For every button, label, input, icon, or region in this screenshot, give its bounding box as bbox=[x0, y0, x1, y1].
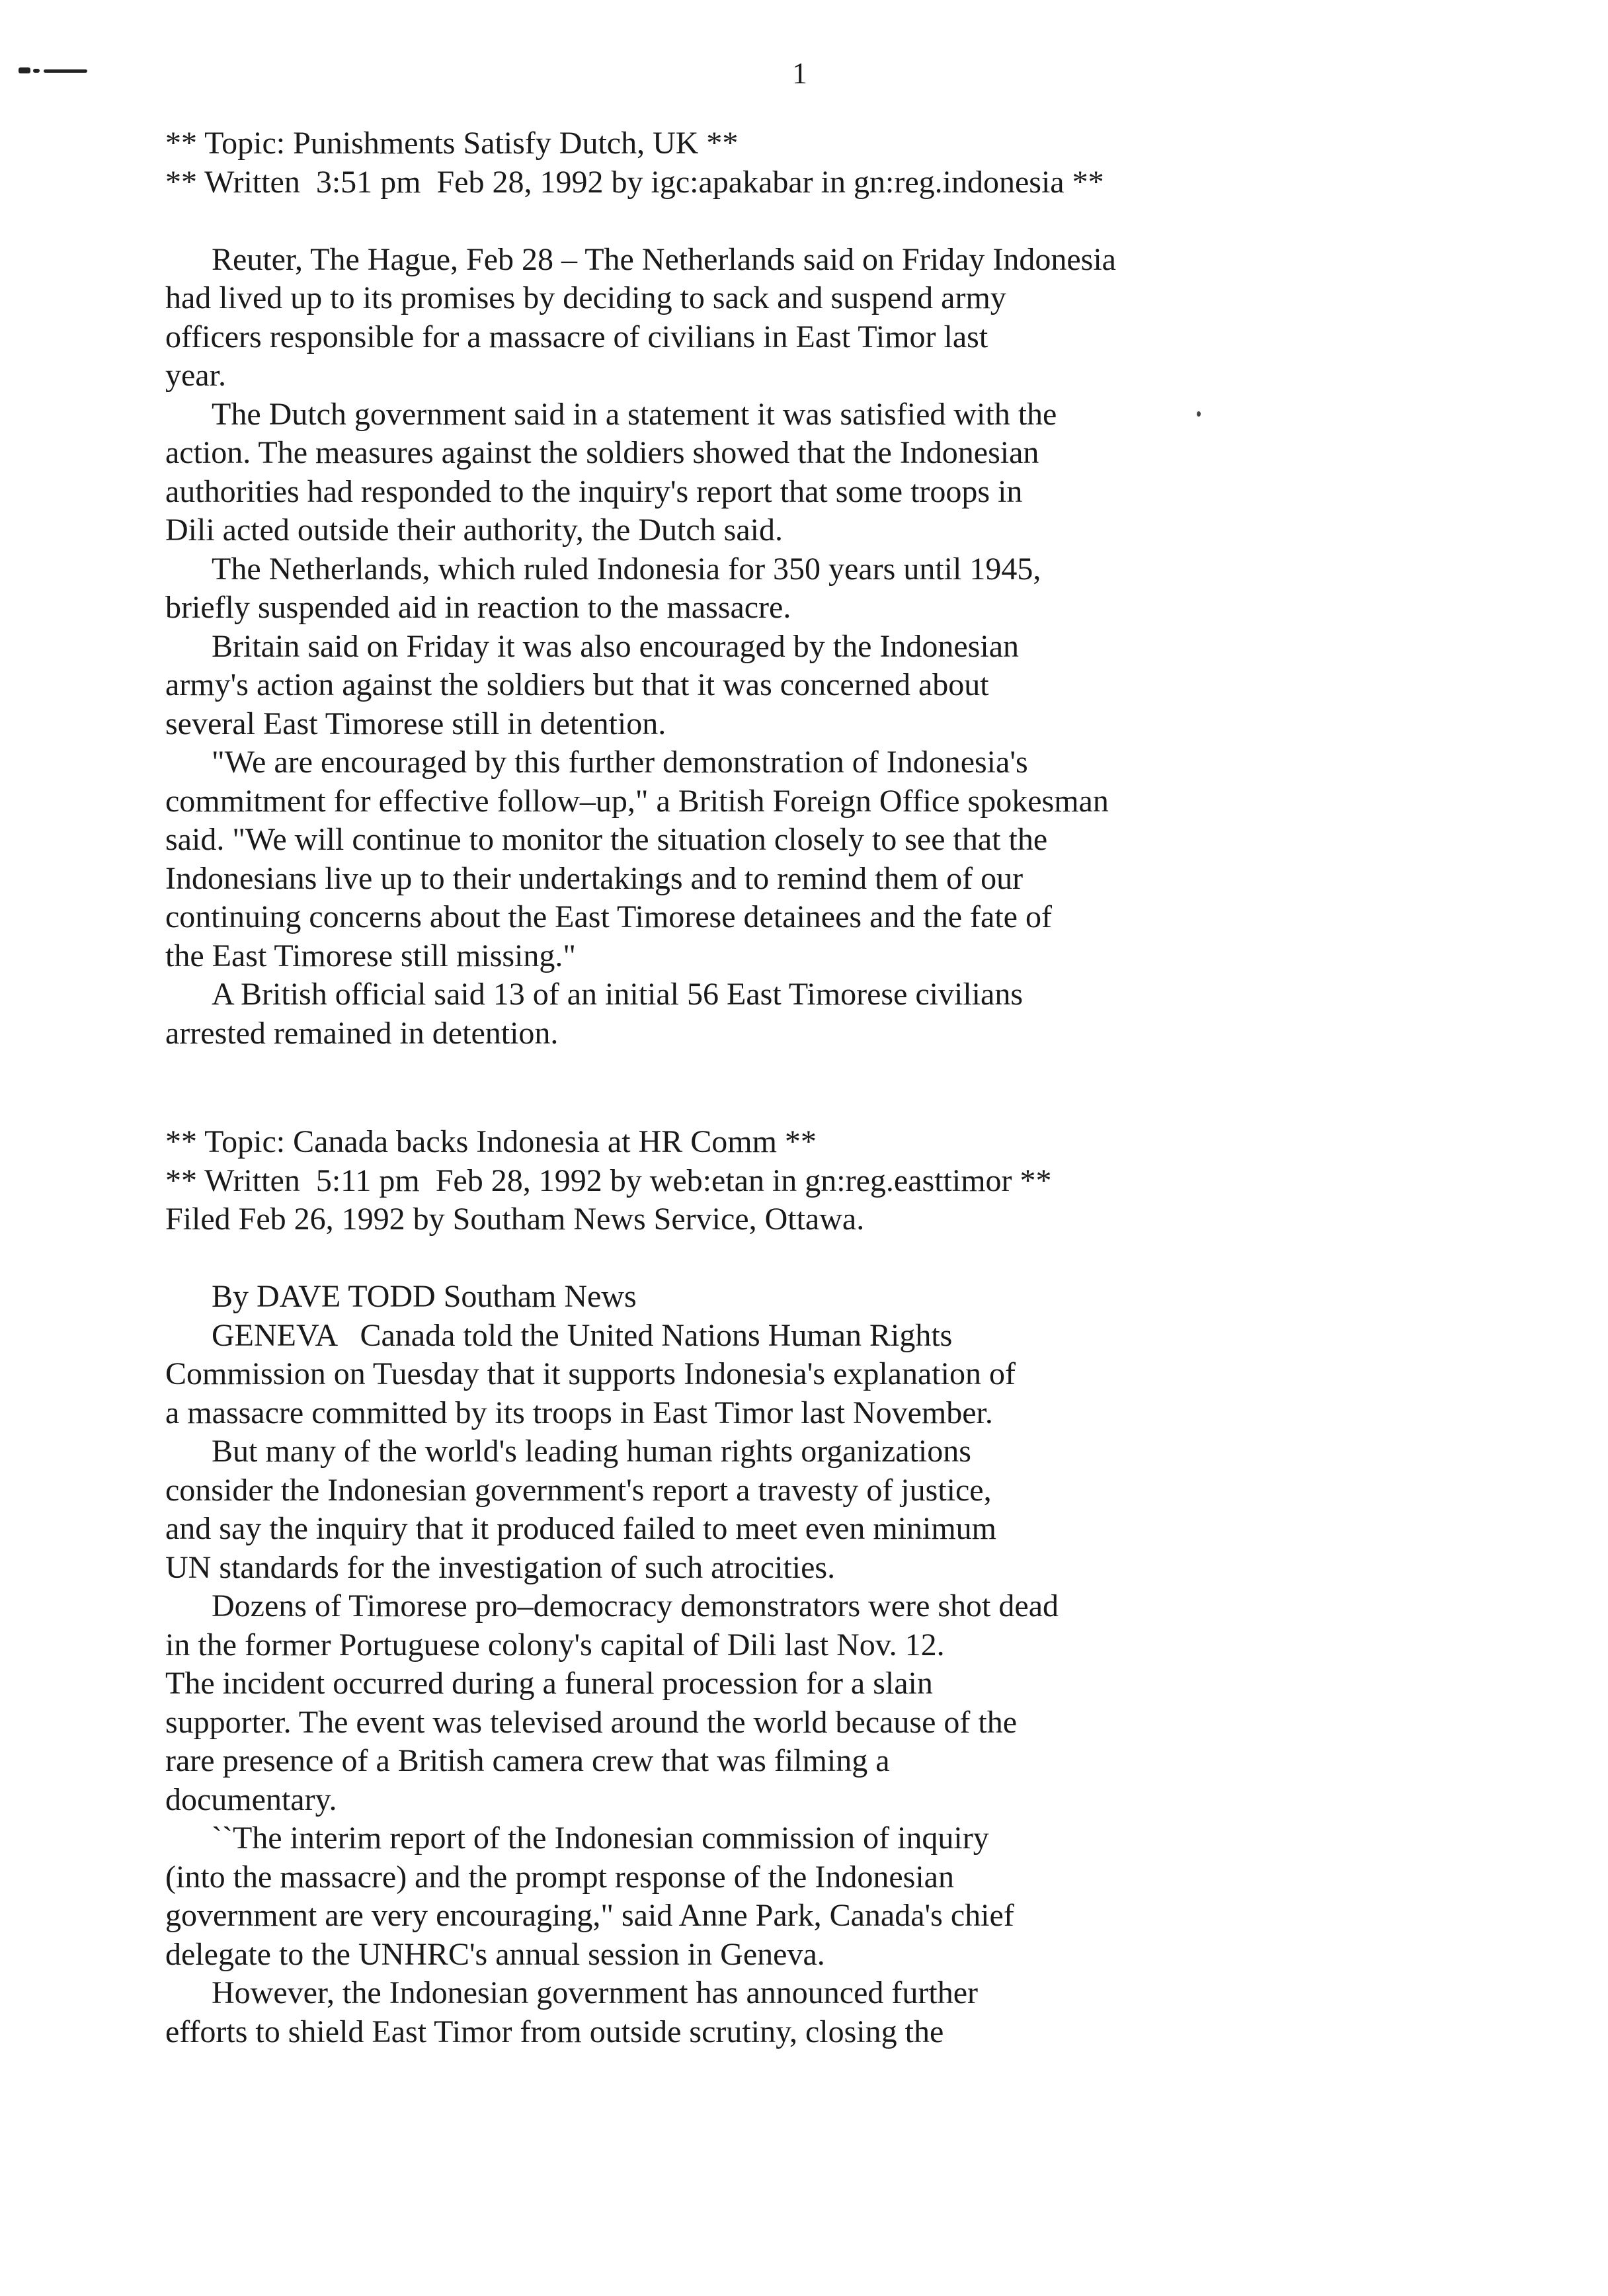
text-line bbox=[165, 1239, 1059, 1278]
text-line: ``The interim report of the Indonesian commission of inquiry bbox=[212, 1821, 989, 1856]
text-line: a massacre committed by its troops in East Timor last November. bbox=[165, 1395, 993, 1430]
text-line: in the former Portuguese colony's capital of Dili last Nov. 12. bbox=[165, 1627, 945, 1662]
text-line: supporter. The event was televised around the world because of the bbox=[165, 1704, 1018, 1740]
text-line: Dozens of Timorese pro–democracy demonstrators were shot dead bbox=[212, 1588, 1059, 1623]
text-line: ** Topic: Punishments Satisfy Dutch, UK ** bbox=[165, 126, 739, 161]
text-line: ** Written 3:51 pm Feb 28, 1992 by igc:apakabar in gn:reg.indonesia ** bbox=[165, 164, 1104, 200]
text-line: By DAVE TODD Southam News bbox=[212, 1279, 637, 1314]
scan-artifact-mark bbox=[19, 66, 87, 75]
scan-artifact-dot bbox=[1197, 411, 1201, 417]
text-line: arrested remained in detention. bbox=[165, 1015, 559, 1051]
text-line: several East Timorese still in detention. bbox=[165, 706, 666, 741]
text-line: The incident occurred during a funeral procession for a slain bbox=[165, 1666, 933, 1701]
text-line: However, the Indonesian government has announced further bbox=[212, 1975, 979, 2010]
text-line: Commission on Tuesday that it supports Indonesia's explanation of bbox=[165, 1356, 1016, 1391]
text-line: Dili acted outside their authority, the Dutch said. bbox=[165, 512, 783, 548]
article-punishments-satisfy-dutch-uk bbox=[165, 124, 1116, 1053]
text-line: "We are encouraged by this further demonstration of Indonesia's bbox=[212, 745, 1028, 780]
text-line: said. "We will continue to monitor the situation closely to see that the bbox=[165, 822, 1048, 857]
text-line: commitment for effective follow–up," a British Foreign Office spokesman bbox=[165, 783, 1109, 819]
text-line: GENEVA Canada told the United Nations Human Rights bbox=[212, 1317, 953, 1353]
text-line: But many of the world's leading human rights organizations bbox=[212, 1434, 971, 1469]
text-line: The Dutch government said in a statement it was satisfied with the bbox=[212, 396, 1057, 432]
text-line: authorities had responded to the inquiry's report that some troops in bbox=[165, 473, 1023, 509]
text-line: documentary. bbox=[165, 1782, 337, 1817]
text-line: year. bbox=[165, 358, 226, 393]
text-line: efforts to shield East Timor from outside scrutiny, closing the bbox=[165, 2014, 944, 2049]
text-line: action. The measures against the soldiers showed that the Indonesian bbox=[165, 435, 1039, 470]
text-line: officers responsible for a massacre of civilians in East Timor last bbox=[165, 319, 988, 354]
text-line: continuing concerns about the East Timorese detainees and the fate of bbox=[165, 899, 1052, 934]
text-line: (into the massacre) and the prompt response of the Indonesian bbox=[165, 1859, 954, 1895]
text-line: Reuter, The Hague, Feb 28 – The Netherlands said on Friday Indonesia bbox=[212, 241, 1116, 277]
text-line: briefly suspended aid in reaction to the massacre. bbox=[165, 590, 791, 625]
article-canada-backs-indonesia bbox=[165, 1123, 1059, 2051]
text-line: the East Timorese still missing." bbox=[165, 938, 576, 973]
text-line: ** Topic: Canada backs Indonesia at HR Comm ** bbox=[165, 1124, 817, 1159]
text-line: Indonesians live up to their undertakings and to remind them of our bbox=[165, 860, 1024, 896]
text-line bbox=[165, 202, 1116, 241]
text-line: had lived up to its promises by deciding to sack and suspend army bbox=[165, 280, 1006, 315]
text-line: consider the Indonesian government's report a travesty of justice, bbox=[165, 1472, 992, 1508]
text-line: Filed Feb 26, 1992 by Southam News Service, Ottawa. bbox=[165, 1202, 865, 1237]
text-line: and say the inquiry that it produced failed to meet even minimum bbox=[165, 1511, 996, 1546]
text-line: delegate to the UNHRC's annual session in Geneva. bbox=[165, 1936, 825, 1972]
text-line: UN standards for the investigation of such atrocities. bbox=[165, 1549, 836, 1585]
text-line: army's action against the soldiers but that it was concerned about bbox=[165, 667, 989, 702]
text-line: The Netherlands, which ruled Indonesia for 350 years until 1945, bbox=[212, 551, 1041, 587]
text-line: Britain said on Friday it was also encouraged by the Indonesian bbox=[212, 628, 1020, 664]
page-number: 1 bbox=[792, 56, 807, 90]
text-line: government are very encouraging," said Anne Park, Canada's chief bbox=[165, 1898, 1014, 1933]
text-line: A British official said 13 of an initial 56 East Timorese civilians bbox=[212, 977, 1023, 1012]
text-line: ** Written 5:11 pm Feb 28, 1992 by web:etan in gn:reg.easttimor ** bbox=[165, 1163, 1052, 1198]
text-line: rare presence of a British camera crew that was filming a bbox=[165, 1743, 890, 1778]
